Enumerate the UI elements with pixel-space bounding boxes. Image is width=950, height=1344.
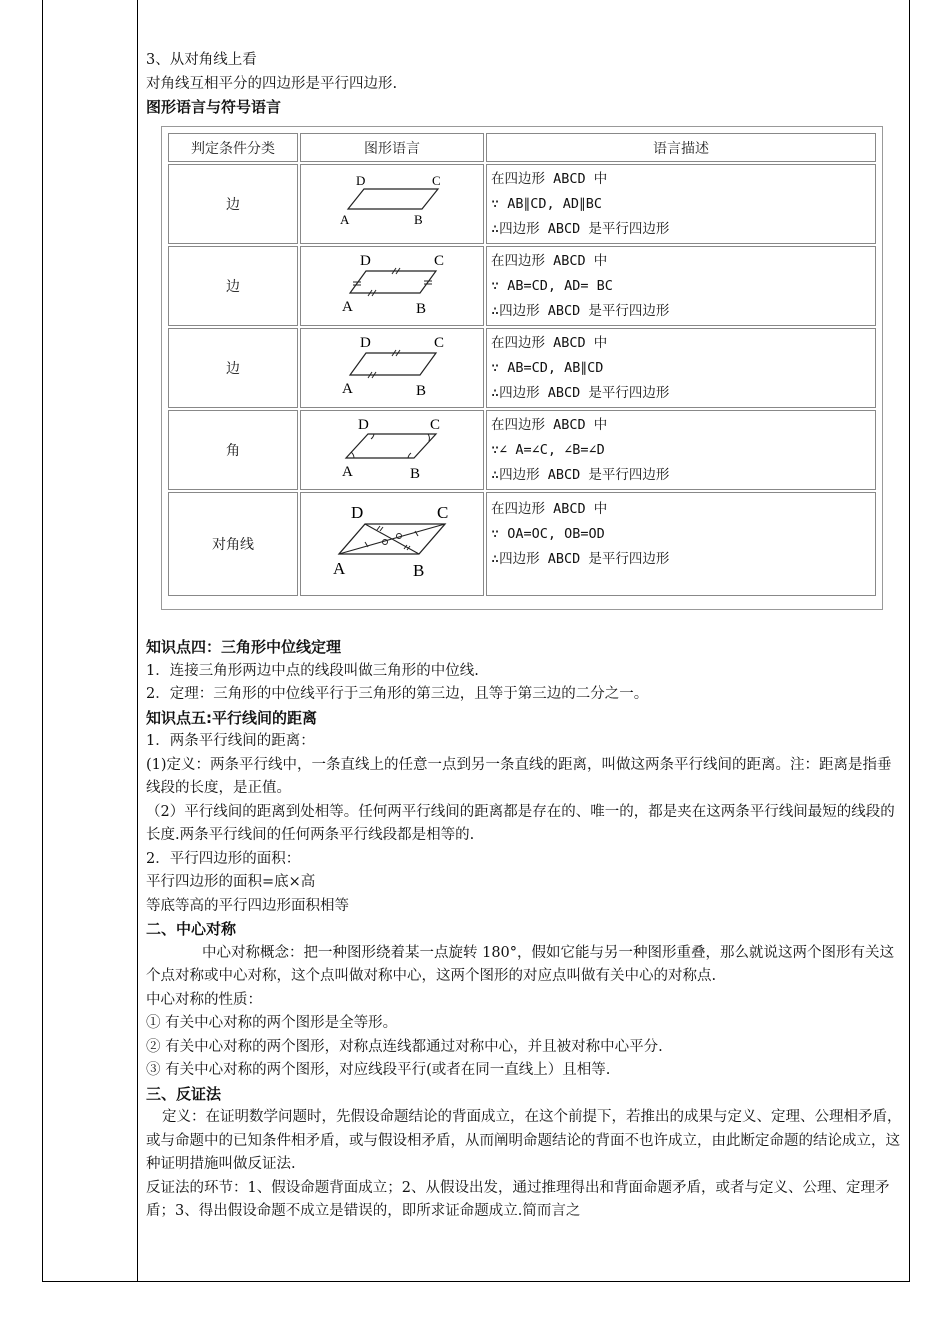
vertex-c: C [432,173,441,188]
section5-p4: 2．平行四边形的面积： [146,850,301,867]
document-content-lower [146,636,902,1224]
section5-p6: 等底等高的平行四边形面积相等 [146,897,349,914]
center-symmetry-p5: ③ 有关中心对称的两个图形，对应线段平行(或者在同一直线上）且相等. [146,1062,611,1078]
center-symmetry-p4: ② 有关中心对称的两个图形，对称点连线都通过对称中心，并且被对称中心平分. [146,1038,663,1055]
vertex-d: D [356,173,366,188]
parallelogram-figure-equal-angles [300,410,484,490]
vertex-d: D [358,417,369,433]
desc-line-therefore: ∴四边形 ABCD 是平行四边形 [491,551,670,567]
row-category: 边 [168,328,298,408]
table-row [168,410,876,490]
row-description [486,492,876,596]
vertex-c: C [437,503,449,522]
frame-bottom-border [42,1281,910,1282]
table-row [168,328,876,408]
section5-title: 知识点五:平行线间的距离 [146,708,317,727]
desc-line-given: 在四边形 ABCD 中 [491,416,608,433]
row-description [486,164,876,244]
section5-p1: 1．两条平行线间的距离： [146,733,315,749]
intro-line-1: 3、从对角线上看 [146,52,257,68]
desc-line-therefore: ∴四边形 ABCD 是平行四边形 [491,466,670,483]
parallelogram-diagram [332,251,452,317]
vertex-c: C [434,335,445,351]
section5-p5: 平行四边形的面积=底×高 [146,874,316,890]
desc-line-because: ∵ AB∥CD, AD∥BC [491,195,603,212]
frame-right-border [909,0,910,1282]
vertex-d: D [360,253,371,269]
parallelogram-figure-equal-sides [300,246,484,326]
header-category: 判定条件分类 [168,133,298,162]
desc-line-given: 在四边形 ABCD 中 [491,501,608,517]
parallelogram-figure-parallel-sides [300,164,484,244]
header-description: 语言描述 [486,133,876,162]
table-header-row [168,133,876,162]
section4-p2: 2．定理：三角形的中位线平行于三角形的第三边，且等于第三边的二分之一。 [146,686,649,702]
section4-title: 知识点四：三角形中位线定理 [146,638,342,656]
proof-by-contradiction-title: 三、反证法 [146,1084,222,1103]
frame-column-divider [137,0,138,1282]
center-symmetry-p2: 中心对称的性质： [146,991,262,1008]
table-row [168,246,876,326]
desc-line-because: ∵ OA=OC, OB=OD [491,526,605,542]
center-symmetry-p1: 中心对称概念：把一种图形绕着某一点旋转 180°，假如它能与另一种图形重叠，那么就说这两个图形有关这个点对称或中心对称，这个点叫做对称中心，这两个图形的对应点叫做有关中心的对称点. [146,944,895,984]
desc-line-given: 在四边形 ABCD 中 [491,170,608,187]
document-content [146,49,902,120]
parallelogram-diagram [332,414,452,482]
vertex-c: C [430,417,441,433]
vertex-a: A [342,381,353,397]
desc-line-given: 在四边形 ABCD 中 [491,334,608,351]
criteria-table [166,131,878,598]
desc-line-therefore: ∴四边形 ABCD 是平行四边形 [491,384,670,401]
center-symmetry-p3: ① 有关中心对称的两个图形是全等形。 [146,1015,398,1031]
section4-p1: 1．连接三角形两边中点的线段叫做三角形的中位线. [146,662,479,679]
criteria-table-wrapper [161,126,883,610]
row-description [486,410,876,490]
row-category: 边 [168,246,298,326]
vertex-a: A [333,559,346,578]
desc-line-because: ∵ AB=CD, AD= BC [491,277,613,294]
center-symmetry-title: 二、中心对称 [146,920,237,938]
parallelogram-figure-diagonals [300,492,484,596]
vertex-a: A [342,299,353,315]
frame-left-border [42,0,43,1282]
parallelogram-diagram [332,333,452,399]
desc-line-because: ∵∠ A=∠C, ∠B=∠D [491,441,605,458]
section5-p2: (1)定义：两条平行线中，一条直线上的任意一点到另一条直线的距离，叫做这两条平行线间的距离。注：距离是指垂线段的长度，是正值。 [146,756,892,796]
desc-line-given: 在四边形 ABCD 中 [491,252,608,269]
table-row [168,492,876,596]
proof-p2: 反证法的环节：1、假设命题背面成立；2、从假设出发，通过推理得出和背面命题矛盾，或者与定义、公理、定理矛盾；3、得出假设命题不成立是错误的，即所求证命题成立.简而言之 [146,1179,890,1219]
vertex-b: B [410,466,421,482]
vertex-d: D [351,503,364,522]
intro-line-2: 对角线互相平分的四边形是平行四边形. [146,75,398,92]
parallelogram-diagram [332,171,452,233]
parallelogram-diagram [327,502,457,582]
header-figure: 图形语言 [300,133,484,162]
proof-p1: 定义：在证明数学问题时，先假设命题结论的背面成立，在这个前提下，若推出的成果与定义、定理、公理相矛盾，或与命题中的已知条件相矛盾，或与假设相矛盾，从而阐明命题结论的背面不也许成立，由此断定命题的结论成立，这种证明措施叫做反证法. [146,1109,902,1172]
row-category: 对角线 [168,492,298,596]
row-category: 角 [168,410,298,490]
row-description [486,246,876,326]
vertex-b: B [416,383,427,399]
parallelogram-figure-equal-parallel-side [300,328,484,408]
vertex-b: B [416,301,427,317]
row-category: 边 [168,164,298,244]
vertex-a: A [342,464,353,480]
vertex-c: C [434,253,445,269]
desc-line-therefore: ∴四边形 ABCD 是平行四边形 [491,220,670,237]
vertex-b: B [414,212,423,227]
table-row [168,164,876,244]
desc-line-therefore: ∴四边形 ABCD 是平行四边形 [491,302,670,319]
vertex-a: A [340,212,350,227]
section5-p3: （2）平行线间的距离到处相等。任何两平行线间的距离都是存在的、唯一的，都是夹在这两条平行线间最短的线段的长度.两条平行线间的任何两条平行线段都是相等的. [146,803,895,843]
vertex-d: D [360,335,371,351]
desc-line-because: ∵ AB=CD, AB∥CD [491,359,604,376]
vertex-b: B [413,561,425,580]
row-description [486,328,876,408]
table-heading: 图形语言与符号语言 [146,98,282,116]
